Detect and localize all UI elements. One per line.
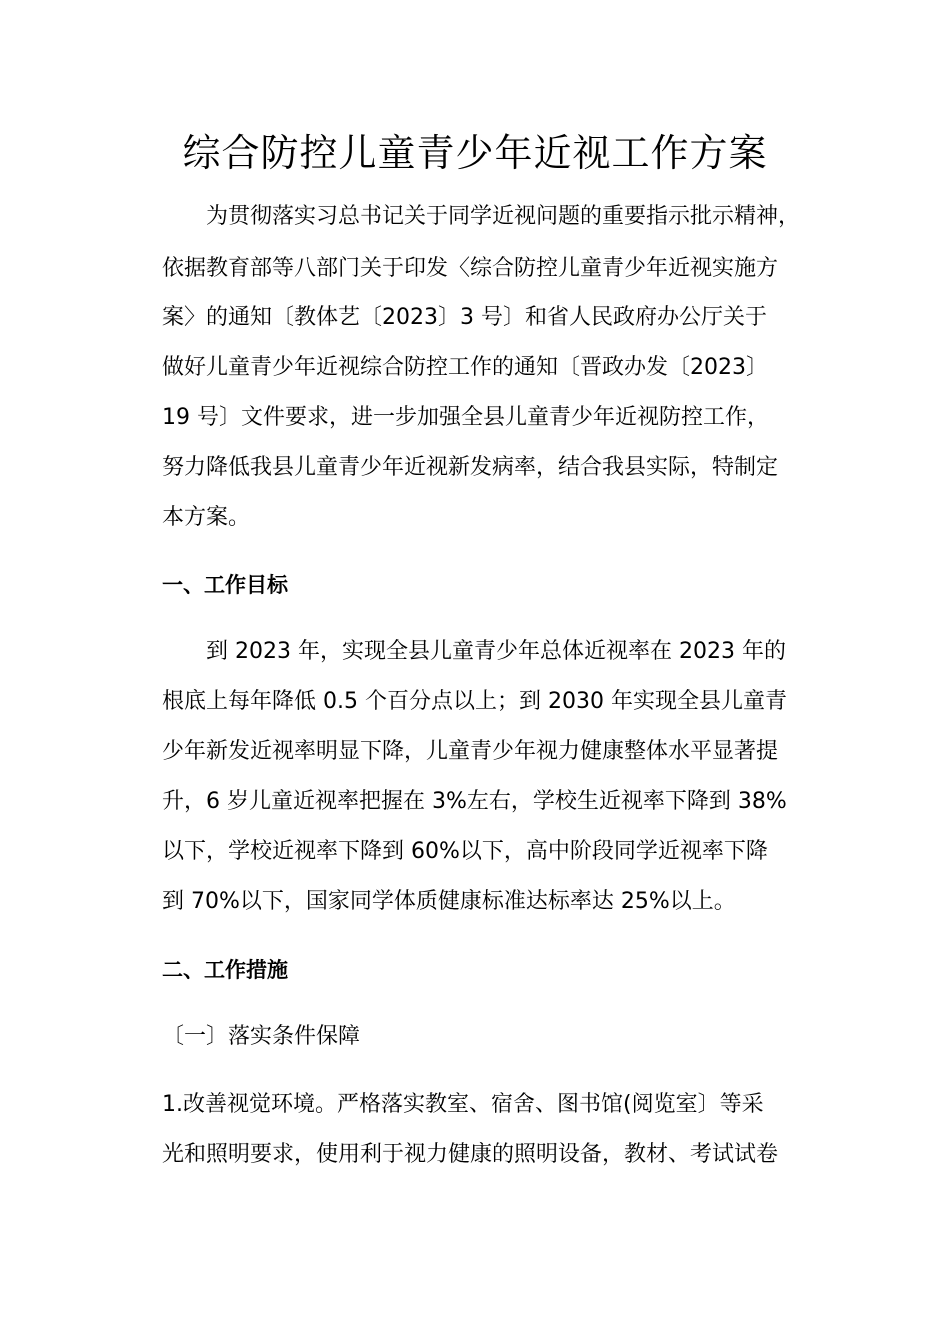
section-heading-goals: 一、工作目标 xyxy=(162,573,288,597)
document-title: 综合防控儿童青少年近视工作方案 xyxy=(182,131,768,175)
goals-line: 根底上每年降低 0.5 个百分点以上；到 2030 年实现全县儿童青 xyxy=(162,689,787,714)
intro-line: 做好儿童青少年近视综合防控工作的通知〔晋政办发〔2023〕 xyxy=(162,355,768,380)
goals-line: 升，6 岁儿童近视率把握在 3%左右，学校生近视率下降到 38% xyxy=(162,789,787,814)
goals-line: 少年新发近视率明显下降，儿童青少年视力健康整体水平显著提 xyxy=(162,739,779,764)
intro-line: 依据教育部等八部门关于印发〈综合防控儿童青少年近视实施方 xyxy=(162,256,779,281)
section-heading-measures: 二、工作措施 xyxy=(162,958,288,982)
goals-line: 到 70%以下，国家同学体质健康标准达标率达 25%以上。 xyxy=(162,889,736,914)
intro-line: 19 号〕文件要求，进一步加强全县儿童青少年近视防控工作， xyxy=(162,405,769,430)
goals-line: 到 2023 年，实现全县儿童青少年总体近视率在 2023 年的 xyxy=(206,639,786,664)
intro-line: 为贯彻落实习总书记关于同学近视问题的重要指示批示精神， xyxy=(206,204,801,229)
intro-line: 案〉的通知〔教体艺〔2023〕3 号〕和省人民政府办公厅关于 xyxy=(162,305,767,330)
subsection-heading: 〔一〕落实条件保障 xyxy=(162,1024,361,1049)
item-line: 1.改善视觉环境。严格落实教室、宿舍、图书馆(阅览室〕等采 xyxy=(162,1092,764,1117)
intro-line: 努力降低我县儿童青少年近视新发病率，结合我县实际，特制定 xyxy=(162,455,779,480)
goals-line: 以下，学校近视率下降到 60%以下，高中阶段同学近视率下降 xyxy=(162,839,768,864)
item-line: 光和照明要求，使用利于视力健康的照明设备，教材、考试试卷 xyxy=(162,1142,779,1167)
intro-line: 本方案。 xyxy=(162,505,251,530)
